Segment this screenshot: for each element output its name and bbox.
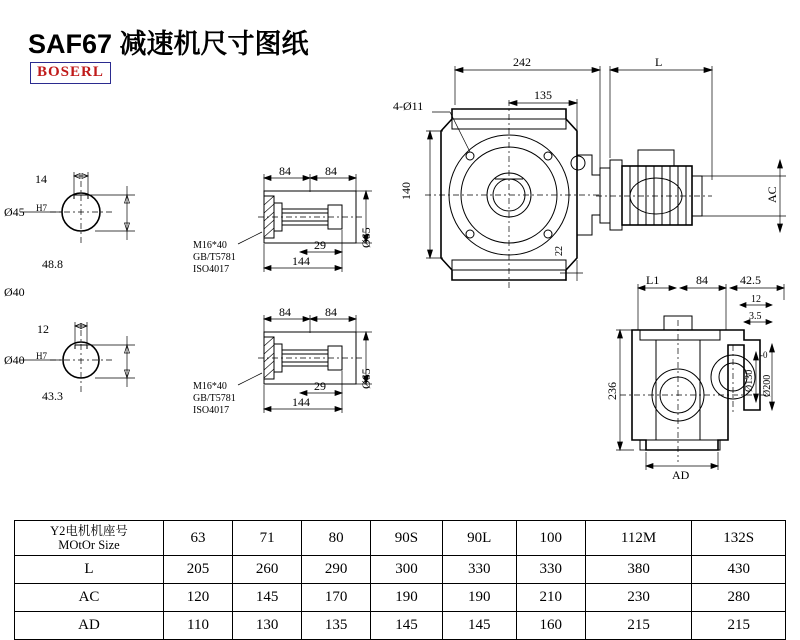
dim-bore-extra: Ø40 — [4, 285, 25, 299]
table-cell: 215 — [692, 612, 786, 640]
dim-AC: AC — [765, 186, 779, 203]
table-cell: 215 — [585, 612, 692, 640]
table-header-line2: MOtOr Size — [58, 538, 120, 552]
dim-236: 236 — [605, 382, 619, 400]
table-cell: 145 — [371, 612, 443, 640]
dim-arm-top-29: 29 — [314, 238, 326, 252]
dim-4-hole: 4-Ø11 — [393, 99, 424, 113]
table-cell: 135 — [302, 612, 371, 640]
table-cell: 330 — [442, 556, 516, 584]
dim-height-bottom: 43.3 — [42, 389, 63, 403]
table-cell: 205 — [164, 556, 233, 584]
label-std1-top: GB/T5781 — [193, 252, 236, 263]
dim-bore-top-tol: H7 — [36, 203, 47, 213]
front-view-dims — [426, 66, 786, 281]
dim-arm-bottom-84a: 84 — [279, 305, 291, 319]
label-thread-top: M16*40 — [193, 240, 227, 251]
dim-keyway-width-bottom: 12 — [37, 322, 49, 336]
dim-242: 242 — [513, 55, 531, 69]
table-size-cell: 132S — [692, 521, 786, 556]
dim-arm-bottom-144: 144 — [292, 395, 310, 409]
dim-bore-top: Ø45 — [4, 205, 25, 219]
table-cell: 330 — [516, 556, 585, 584]
label-std1-bottom: GB/T5781 — [193, 393, 236, 404]
table-size-cell: 112M — [585, 521, 692, 556]
dim-L1: L1 — [646, 273, 660, 287]
table-cell: 130 — [233, 612, 302, 640]
table-cell: 160 — [516, 612, 585, 640]
table-cell: 145 — [233, 584, 302, 612]
dim-arm-bottom-84b: 84 — [325, 305, 337, 319]
torque-arm-view-bottom — [238, 332, 362, 385]
table-cell: 230 — [585, 584, 692, 612]
table-cell: 145 — [442, 612, 516, 640]
table-header-row — [15, 521, 786, 556]
dim-L: L — [655, 55, 663, 69]
table-row-label: L — [15, 556, 164, 584]
table-header-label — [15, 521, 164, 556]
brand-logo: BOSERL — [30, 62, 111, 84]
table-size-cell: 63 — [164, 521, 233, 556]
dim-side-84: 84 — [696, 273, 708, 287]
table-cell: 290 — [302, 556, 371, 584]
dim-height-top: 48.8 — [42, 257, 63, 271]
dim-dia200: Ø200 — [762, 374, 773, 397]
table-cell: 430 — [692, 556, 786, 584]
dim-arm-bottom-29: 29 — [314, 379, 326, 393]
dim-22: 22 — [554, 246, 565, 256]
table-cell: 190 — [442, 584, 516, 612]
table-size-cell: 90S — [371, 521, 443, 556]
table-cell: 260 — [233, 556, 302, 584]
table-size-cell: 100 — [516, 521, 585, 556]
dim-42-5: 42.5 — [740, 273, 761, 287]
dim-12: 12 — [751, 294, 761, 305]
dim-dia130: Ø130 — [744, 369, 755, 392]
dim-arm-top-84a: 84 — [279, 164, 291, 178]
table-cell: 170 — [302, 584, 371, 612]
table-cell: 380 — [585, 556, 692, 584]
table-cell: 300 — [371, 556, 443, 584]
dim-140: 140 — [399, 182, 413, 200]
dim-dia130-tol: -0 — [760, 350, 768, 360]
table-header-line1: Y2电机机座号 — [50, 524, 128, 538]
dim-arm-top-dia: Ø65 — [359, 227, 373, 248]
table-row — [15, 584, 786, 612]
table-size-cell: 71 — [233, 521, 302, 556]
table-cell: 280 — [692, 584, 786, 612]
dim-arm-bottom-dia: Ø65 — [359, 368, 373, 389]
dim-arm-top-84b: 84 — [325, 164, 337, 178]
dim-bore-bottom-tol: H7 — [36, 351, 47, 361]
front-view-gearbox — [425, 100, 712, 290]
table-row-label: AD — [15, 612, 164, 640]
table-row-label: AC — [15, 584, 164, 612]
table-row — [15, 556, 786, 584]
dim-AD: AD — [672, 468, 690, 482]
label-std2-bottom: ISO4017 — [193, 405, 230, 416]
motor-size-table — [14, 520, 786, 640]
dim-bore-bottom: Ø40 — [4, 353, 25, 367]
dim-135: 135 — [534, 88, 552, 102]
dim-3-5: 3.5 — [749, 311, 762, 322]
dim-keyway-width-top: 14 — [35, 172, 47, 186]
table-cell: 110 — [164, 612, 233, 640]
table-row — [15, 612, 786, 640]
torque-arm-view-top — [238, 191, 362, 244]
table-size-cell: 90L — [442, 521, 516, 556]
table-size-cell: 80 — [302, 521, 371, 556]
label-thread-bottom: M16*40 — [193, 381, 227, 392]
dim-arm-top-144: 144 — [292, 254, 310, 268]
table-cell: 210 — [516, 584, 585, 612]
label-std2-top: ISO4017 — [193, 264, 230, 275]
table-cell: 190 — [371, 584, 443, 612]
page-title: SAF67 减速机尺寸图纸 — [28, 29, 309, 59]
table-cell: 120 — [164, 584, 233, 612]
